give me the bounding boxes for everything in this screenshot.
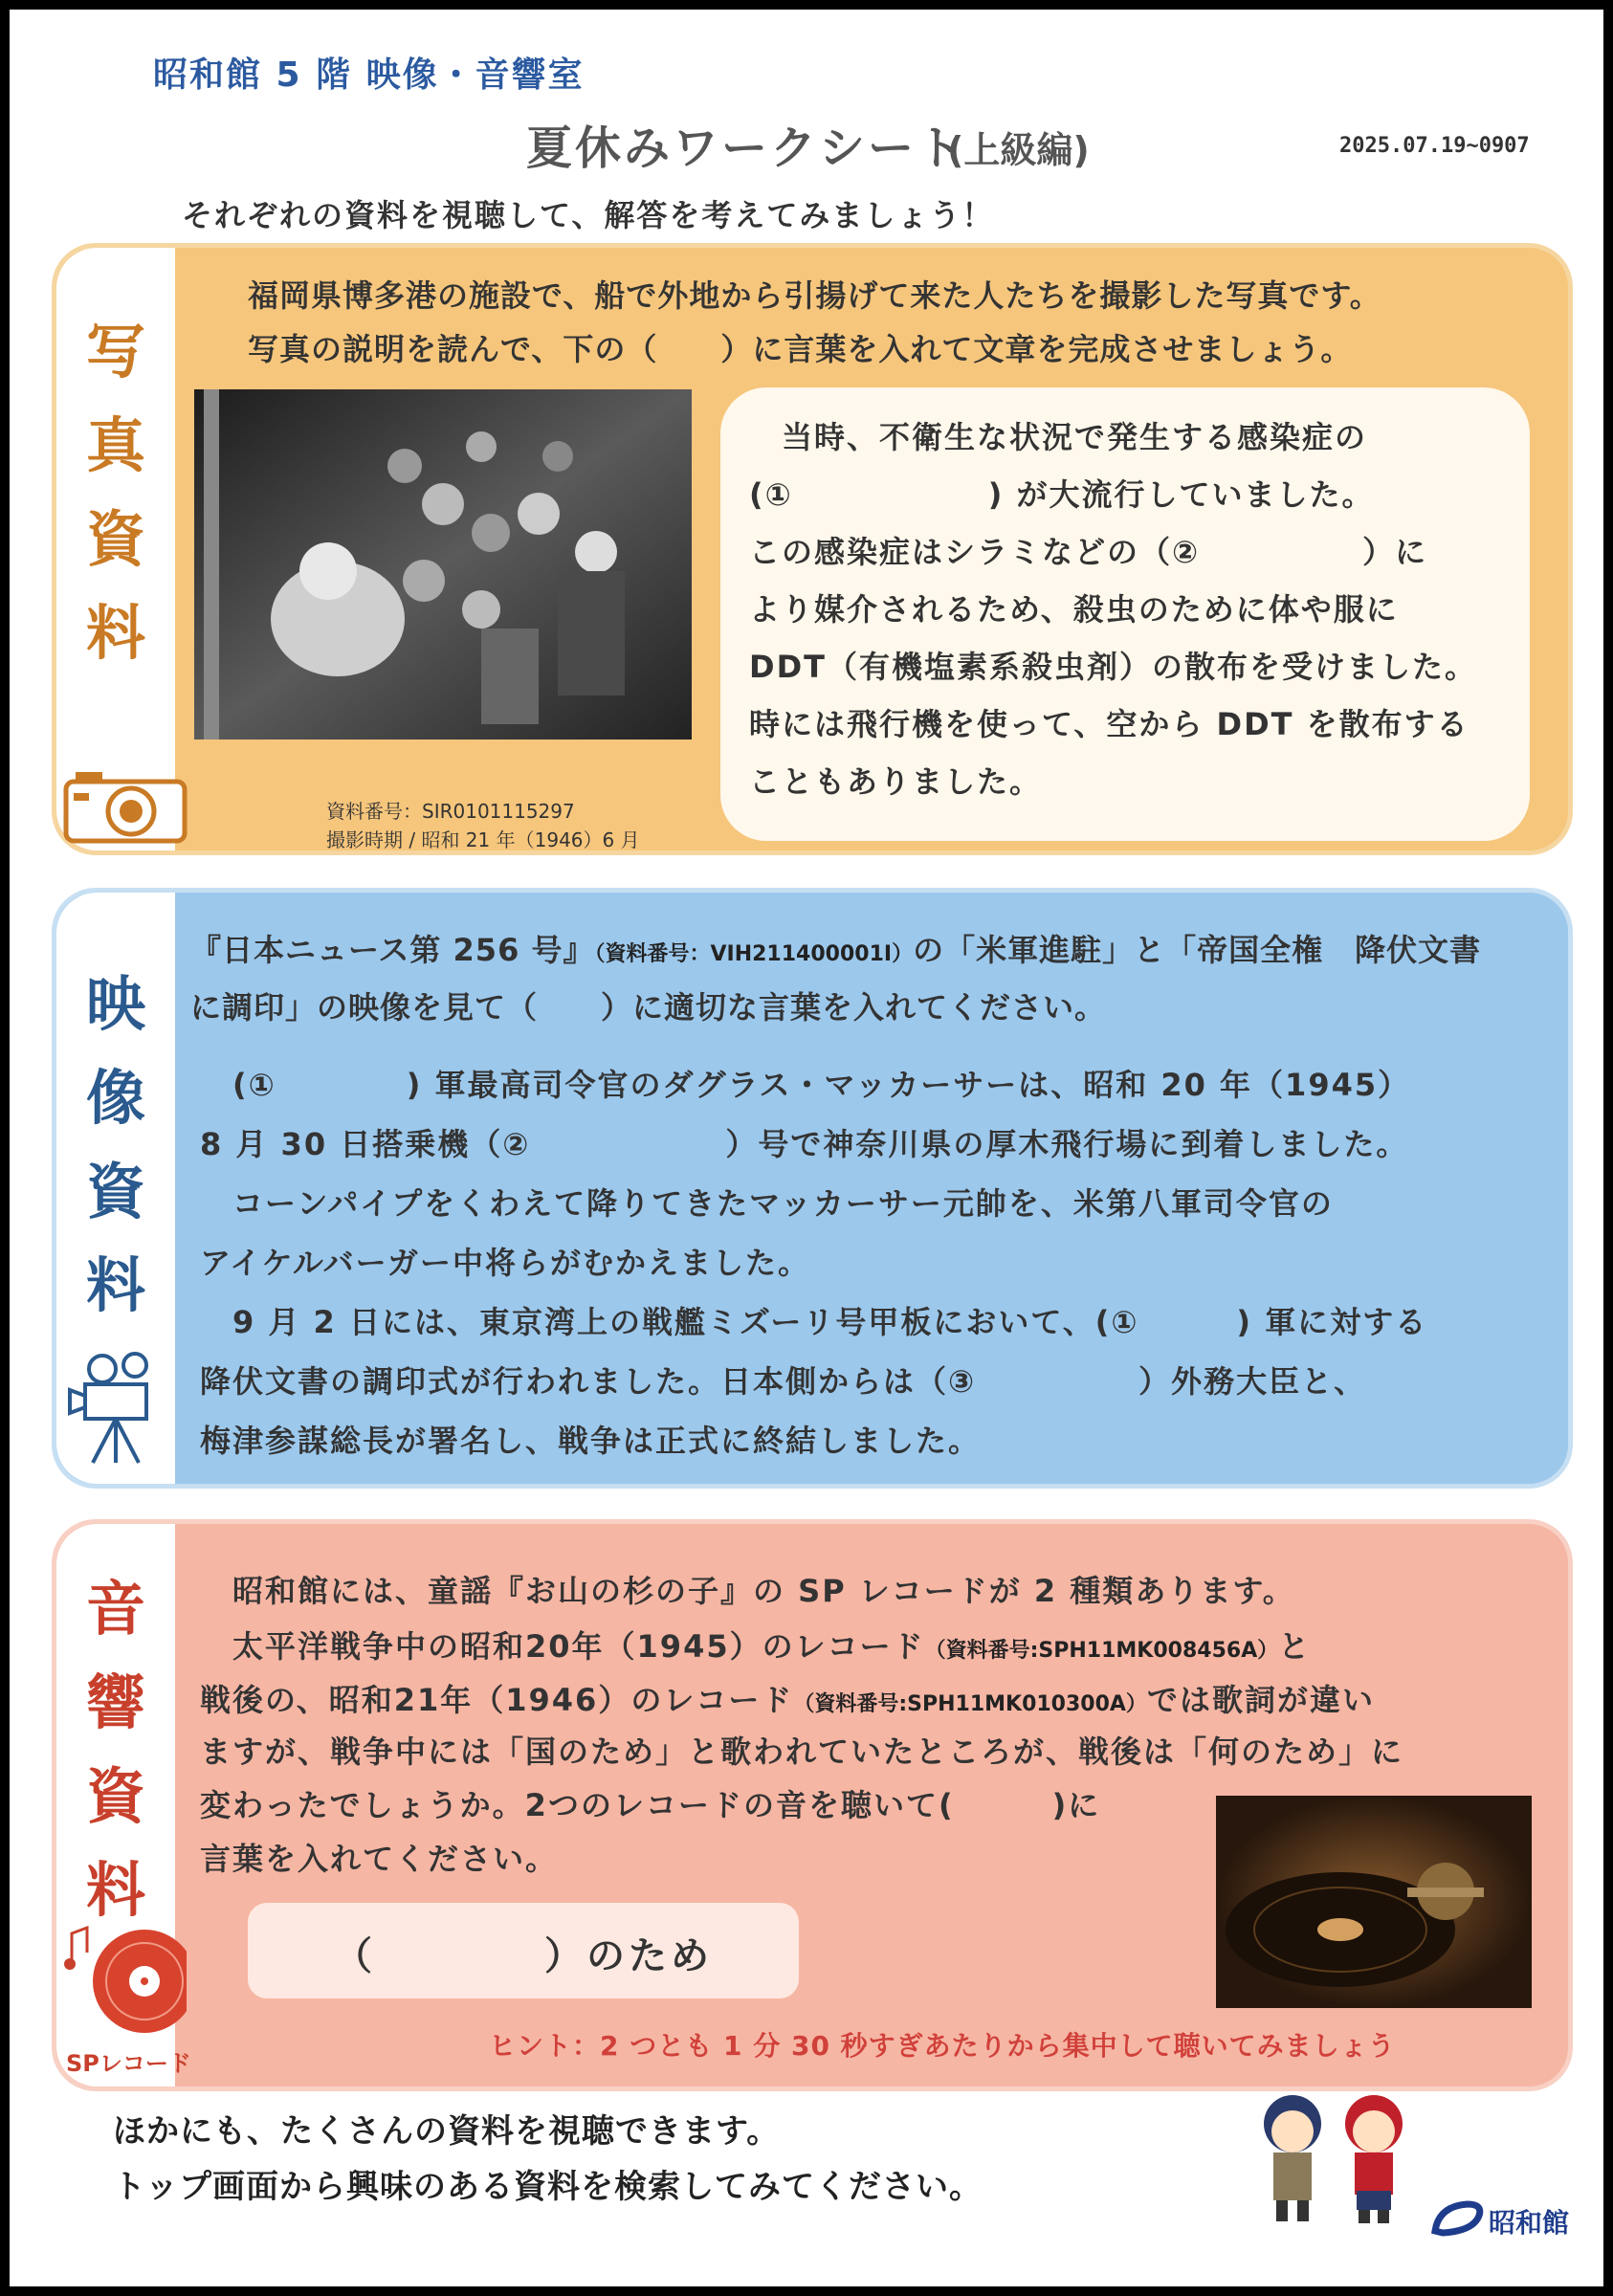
audio-section-label: 音 響 資 料 — [85, 1574, 145, 1925]
intro-text: それぞれの資料を視聴して、解答を考えてみましょう！ — [182, 197, 995, 233]
date-range: 2025.07.19~0907 — [1339, 134, 1530, 158]
showakan-logo-text: 昭和館 — [1489, 2207, 1570, 2239]
photo-section-sidebar — [56, 248, 175, 850]
photo-section-label: 写 真 資 料 — [85, 317, 145, 668]
worksheet-page — [10, 10, 1603, 2286]
video-body-line: アイケルバーガー中将らがむかえました。 — [200, 1245, 811, 1281]
video-camera-icon — [64, 1352, 171, 1467]
phonograph-photo — [1216, 1796, 1532, 2008]
photo-caption-id: 資料番号：SIR0101115297 — [326, 800, 575, 823]
video-prompt-line2: に調印」の映像を見て（ ）に適切な言葉を入れてください。 — [190, 989, 1107, 1026]
record-label: SPレコード — [66, 2050, 191, 2077]
bubble-line: DDT（有機塩素系殺虫剤）の散布を受けました。 — [749, 649, 1477, 685]
audio-line4: ますが、戦争中には「国のため」と歌われていたところが、戦後は「何のため」に — [200, 1733, 1404, 1770]
video-body-line: 梅津参謀総長が署名し、戦争は正式に終結しました。 — [200, 1423, 982, 1459]
answer-box[interactable] — [248, 1903, 799, 1998]
page-title: 夏休みワークシート — [526, 121, 966, 175]
hint-text: ヒント：2 つとも 1 分 30 秒すぎあたりから集中して聴いてみましょう — [489, 2030, 1396, 2062]
footer-line1: ほかにも、たくさんの資料を視聴できます。 — [113, 2112, 781, 2151]
video-body-line: 8 月 30 日搭乗機（② ）号で神奈川県の厚木飛行場に到着しました。 — [200, 1126, 1409, 1162]
bubble-line: この感染症はシラミなどの（② ）に — [749, 534, 1428, 570]
photo-prompt-line1: 福岡県博多港の施設で、船で外地から引揚げて来た人たちを撮影した写真です。 — [248, 277, 1381, 314]
video-prompt-line1: 『日本ニュース第 256 号』（資料番号：VIH211400001I）の「米軍進駐」と「帝国全権 降伏文書 — [190, 932, 1482, 968]
repatriates-photo — [194, 389, 692, 740]
page-subtitle: (上級編) — [947, 129, 1090, 171]
answer-text: （ ）のため — [334, 1934, 713, 1978]
showakan-logo-icon — [1429, 2198, 1487, 2237]
video-body-line: 降伏文書の調印式が行われました。日本側からは（③ ）外務大臣と、 — [200, 1363, 1367, 1400]
camera-icon — [62, 764, 188, 845]
audio-line6: 言葉を入れてください。 — [200, 1841, 559, 1877]
bubble-line: (① ) が大流行していました。 — [749, 476, 1375, 513]
video-body-line: コーンパイプをくわえて降りてきたマッカーサー元帥を、米第八軍司令官の — [200, 1185, 1334, 1222]
bubble-line: こともありました。 — [749, 763, 1043, 800]
audio-section — [52, 1519, 1573, 2091]
video-section — [52, 888, 1573, 1489]
photo-section — [52, 243, 1573, 855]
audio-line1: 昭和館には、童謡『お山の杉の子』の SP レコードが 2 種類あります。 — [200, 1573, 1295, 1609]
footer-line2: トップ画面から興味のある資料を検索してみてください。 — [113, 2168, 983, 2206]
video-body-line: 9 月 2 日には、東京湾上の戦艦ミズーリ号甲板において、(① ) 軍に対する — [200, 1304, 1428, 1340]
audio-line2: 太平洋戦争中の昭和20年（1945）のレコード（資料番号:SPH11MK008456A）と — [200, 1628, 1312, 1665]
bubble-line: 当時、不衛生な状況で発生する感染症の — [749, 419, 1368, 455]
video-section-sidebar — [56, 893, 175, 1484]
video-body-line: (① ) 軍最高司令官のダグラス・マッカーサーは、昭和 20 年（1945） — [200, 1067, 1411, 1103]
photo-caption-date: 撮影時期 / 昭和 21 年（1946）6 月 — [326, 828, 640, 851]
photo-question-bubble — [720, 387, 1530, 841]
photo-prompt-line2: 写真の説明を読んで、下の（ ）に言葉を入れて文章を完成させましょう。 — [248, 331, 1353, 367]
mascot-characters — [1249, 2086, 1422, 2229]
audio-section-sidebar — [56, 1524, 191, 2086]
venue-heading: 昭和館 5 階 映像・音響室 — [153, 55, 585, 95]
bubble-line: 時には飛行機を使って、空から DDT を散布する — [749, 706, 1469, 742]
bubble-line: より媒介されるため、殺虫のために体や服に — [749, 591, 1399, 628]
record-icon — [62, 1924, 187, 2039]
audio-line5: 変わったでしょうか。2つのレコードの音を聴いて( )に — [200, 1787, 1101, 1823]
audio-line3: 戦後の、昭和21年（1946）のレコード（資料番号:SPH11MK010300A）では歌詞が違い — [200, 1682, 1375, 1718]
video-section-label: 映 像 資 料 — [85, 969, 145, 1320]
